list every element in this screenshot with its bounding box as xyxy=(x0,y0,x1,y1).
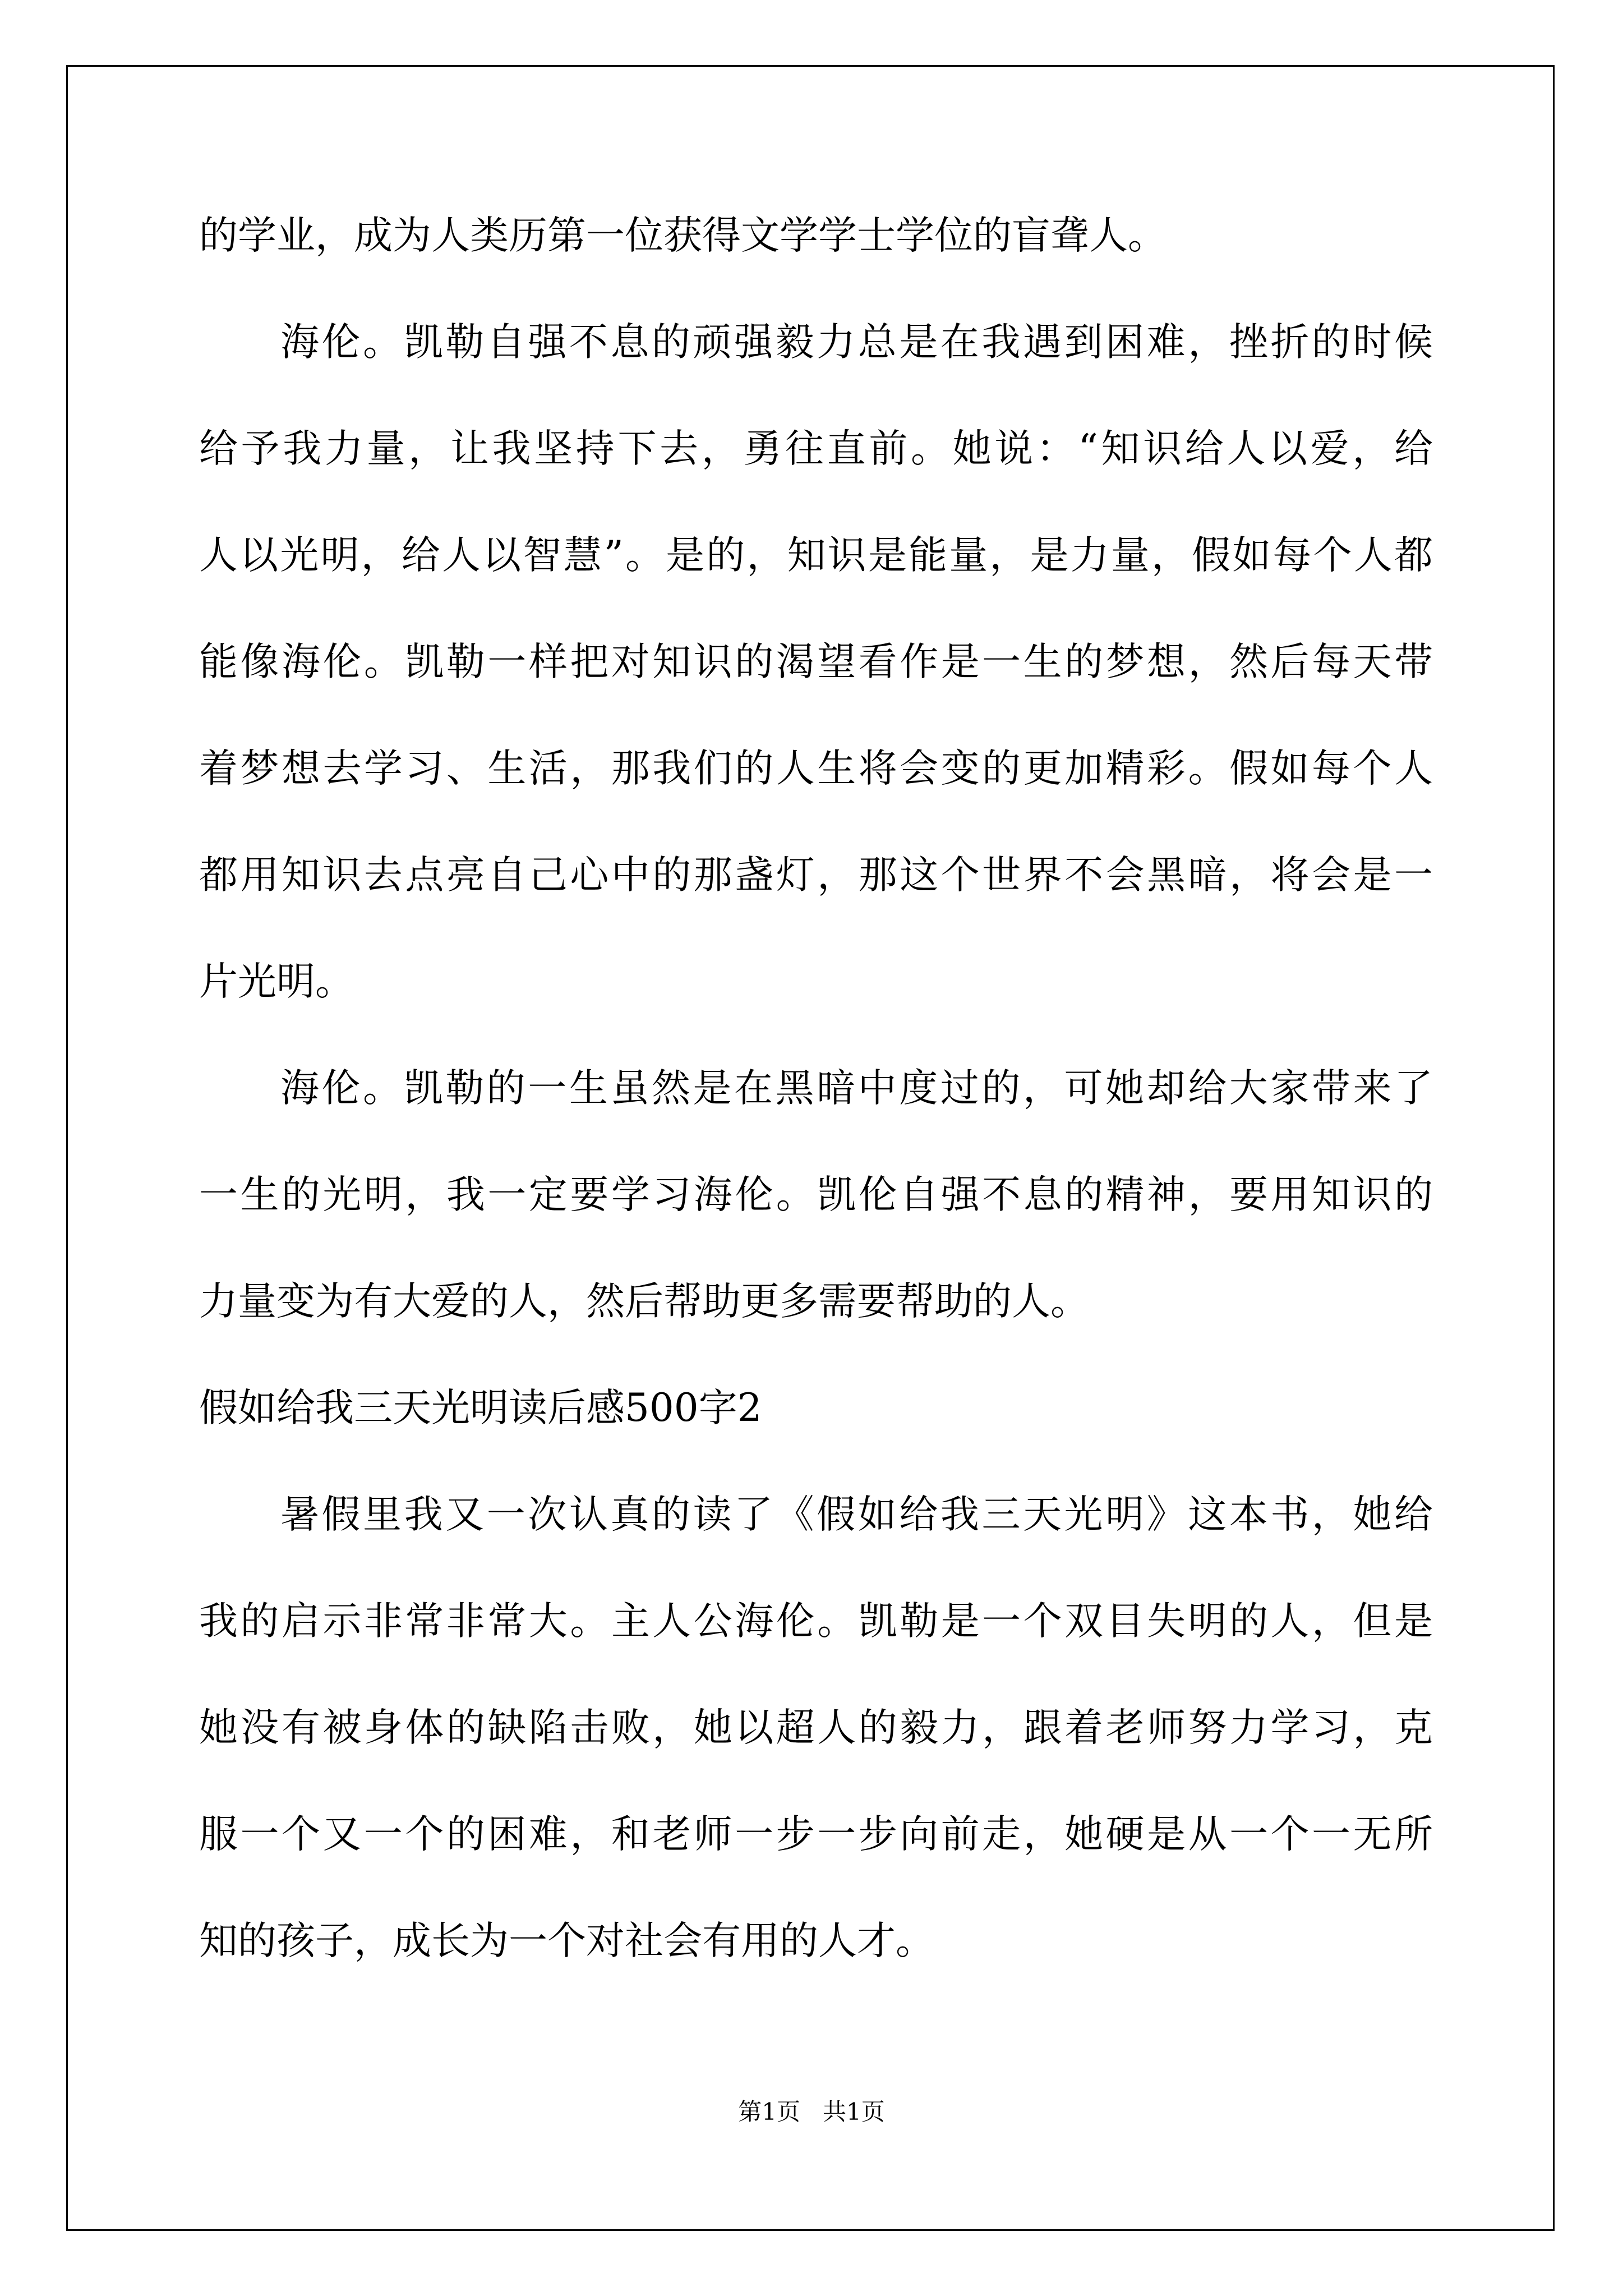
paragraph-first-line: 海伦。凯勒的一生虽然是在黑暗中度过的，可她却给大家带来了 xyxy=(280,1066,1433,1111)
text-line: 人以光明，给人以智慧”。是的，知识是能量，是力量，假如每个人都 xyxy=(199,533,1433,578)
text-line: 我的启示非常非常大。主人公海伦。凯勒是一个双目失明的人，但是 xyxy=(199,1599,1433,1644)
text-line: 片光明。 xyxy=(199,959,354,1004)
page-number-footer: 第1页 共1页 xyxy=(738,2098,885,2125)
text-line: 着梦想去学习、生活，那我们的人生将会变的更加精彩。假如每个人 xyxy=(199,746,1433,791)
text-line: 服一个又一个的困难，和老师一步一步向前走，她硬是从一个一无所 xyxy=(199,1812,1433,1857)
text-line: 她没有被身体的缺陷击败，她以超人的毅力，跟着老师努力学习，克 xyxy=(199,1705,1433,1750)
text-line: 力量变为有大爱的人，然后帮助更多需要帮助的人。 xyxy=(199,1279,1089,1324)
paragraph-first-line: 海伦。凯勒自强不息的顽强毅力总是在我遇到困难，挫折的时候 xyxy=(280,320,1433,365)
text-line: 给予我力量，让我坚持下去，勇往直前。她说：“知识给人以爱，给 xyxy=(199,426,1433,471)
paragraph-first-line: 暑假里我又一次认真的读了《假如给我三天光明》这本书，她给 xyxy=(280,1492,1433,1537)
page-border xyxy=(66,65,1555,2231)
text-line: 知的孩子，成长为一个对社会有用的人才。 xyxy=(199,1918,934,1963)
text-line: 的学业，成为人类历第一位获得文学学士学位的盲聋人。 xyxy=(199,213,1166,258)
text-line: 能像海伦。凯勒一样把对知识的渴望看作是一生的梦想，然后每天带 xyxy=(199,639,1433,684)
text-line: 一生的光明，我一定要学习海伦。凯伦自强不息的精神，要用知识的 xyxy=(199,1172,1433,1217)
section-heading: 假如给我三天光明读后感500字2 xyxy=(199,1386,762,1430)
text-line: 都用知识去点亮自己心中的那盏灯，那这个世界不会黑暗，将会是一 xyxy=(199,853,1433,898)
